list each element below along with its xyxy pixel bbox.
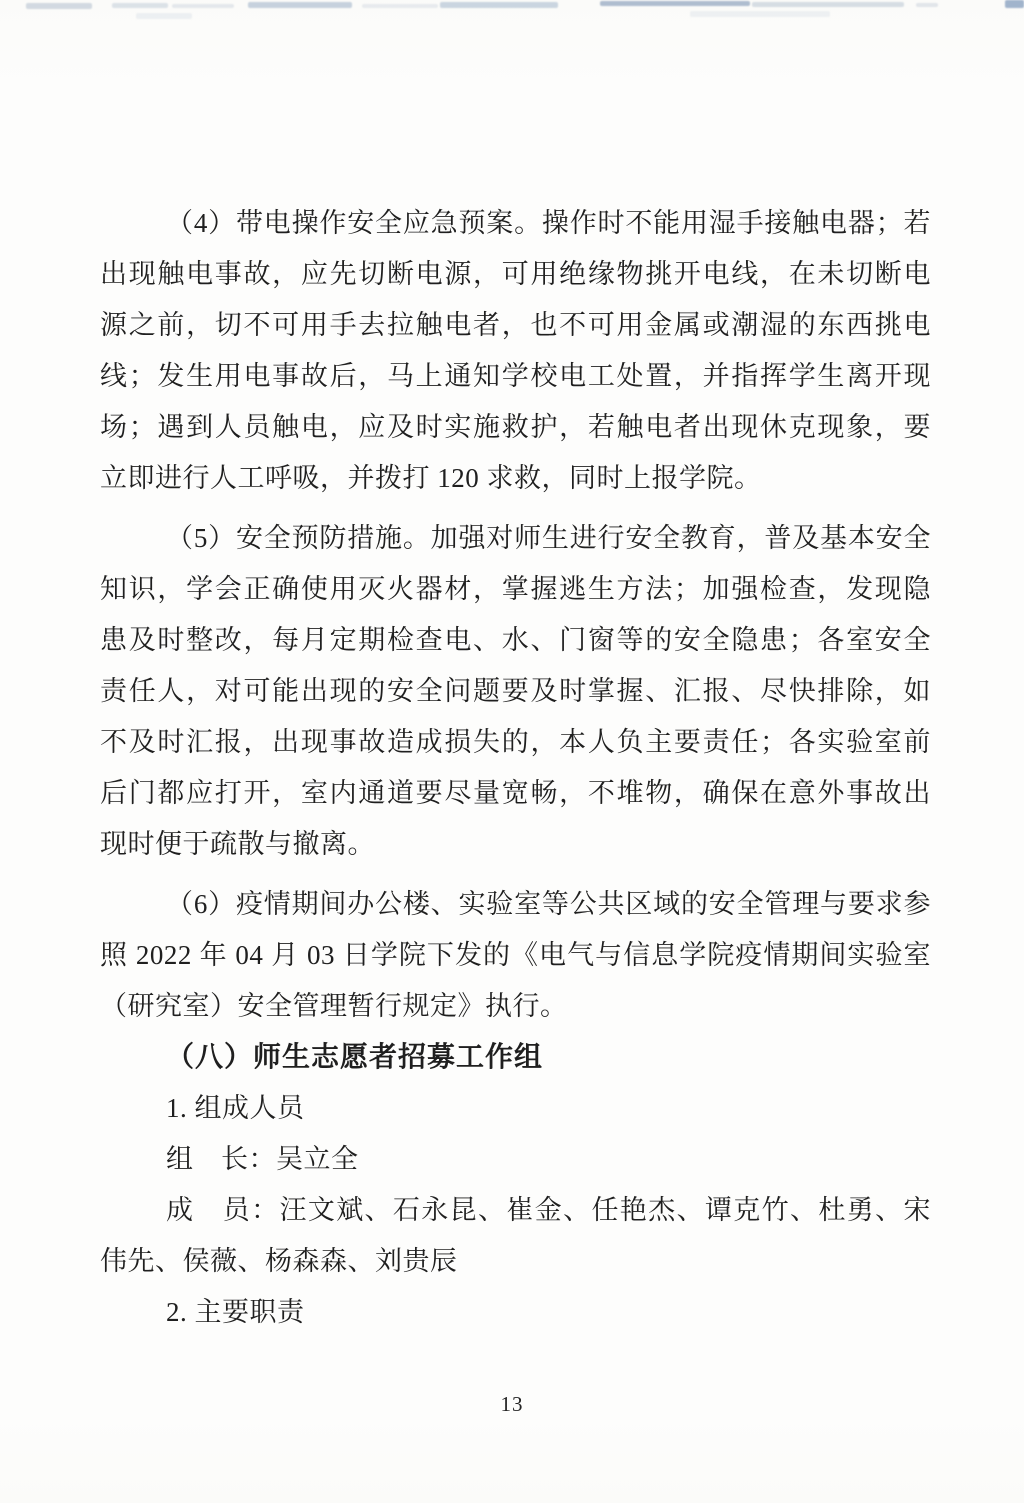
text-line: 责任人，对可能出现的安全问题要及时掌握、汇报、尽快排除，如	[100, 676, 931, 706]
section-heading-8	[100, 1032, 931, 1083]
text-line: 组 长：吴立全	[166, 1144, 359, 1174]
scan-artifact	[600, 1, 750, 6]
paragraph-4	[100, 198, 931, 504]
text-line: 知识，学会正确使用灭火器材，掌握逃生方法；加强检查，发现隐	[100, 574, 931, 604]
text-line: （6）疫情期间办公楼、实验室等公共区域的安全管理与要求参	[166, 889, 931, 919]
group-leader-line	[100, 1134, 931, 1185]
scan-artifact	[136, 13, 192, 19]
text-line: 立即进行人工呼吸，并拨打 120 求救，同时上报学院。	[100, 463, 762, 493]
text-line: 源之前，切不可用手去拉触电者，也不可用金属或潮湿的东西挑电	[100, 310, 931, 340]
scan-artifact	[916, 3, 938, 7]
scan-artifact	[440, 2, 558, 8]
text-line: 2. 主要职责	[166, 1297, 305, 1327]
text-line: 患及时整改，每月定期检查电、水、门窗等的安全隐患；各室安全	[100, 625, 931, 655]
scan-artifact	[172, 4, 234, 8]
text-line: 线；发生用电事故后，马上通知学校电工处置，并指挥学生离开现	[100, 361, 931, 391]
document-body	[100, 198, 931, 1338]
text-line: 1. 组成人员	[166, 1093, 305, 1123]
scan-artifact	[690, 11, 830, 17]
text-line: （4）带电操作安全应急预案。操作时不能用湿手接触电器；若	[166, 208, 931, 238]
scan-artifact	[1005, 0, 1024, 8]
text-line: （5）安全预防措施。加强对师生进行安全教育，普及基本安全	[166, 523, 931, 553]
scan-artifact	[112, 3, 168, 8]
item-2-duties-title	[100, 1287, 931, 1338]
page-number: 13	[500, 1392, 524, 1416]
scan-artifact	[752, 2, 904, 7]
group-members-lines	[100, 1185, 931, 1287]
text-line: 成 员：汪文斌、石永昆、崔金、任艳杰、谭克竹、杜勇、宋	[166, 1195, 931, 1225]
text-line: 后门都应打开，室内通道要尽量宽畅，不堆物，确保在意外事故出	[100, 778, 931, 808]
text-line: 场；遇到人员触电，应及时实施救护，若触电者出现休克现象，要	[100, 412, 931, 442]
scan-artifact	[362, 4, 438, 8]
text-line: 照 2022 年 04 月 03 日学院下发的《电气与信息学院疫情期间实验室	[100, 940, 931, 970]
item-1-members-title	[100, 1083, 931, 1134]
text-line: 现时便于疏散与撤离。	[100, 829, 375, 859]
text-line: 不及时汇报，出现事故造成损失的，本人负主要责任；各实验室前	[100, 727, 931, 757]
text-line: （八）师生志愿者招募工作组	[166, 1042, 544, 1073]
page-footer	[0, 1392, 1024, 1417]
text-line: 出现触电事故，应先切断电源，可用绝缘物挑开电线，在未切断电	[100, 259, 931, 289]
scan-artifact	[26, 3, 92, 9]
text-line: 伟先、侯薇、杨森森、刘贵辰	[100, 1246, 458, 1276]
text-line: （研究室）安全管理暂行规定》执行。	[100, 991, 568, 1021]
paragraph-5	[100, 513, 931, 870]
paragraph-6	[100, 879, 931, 1032]
scan-artifact	[248, 2, 352, 8]
